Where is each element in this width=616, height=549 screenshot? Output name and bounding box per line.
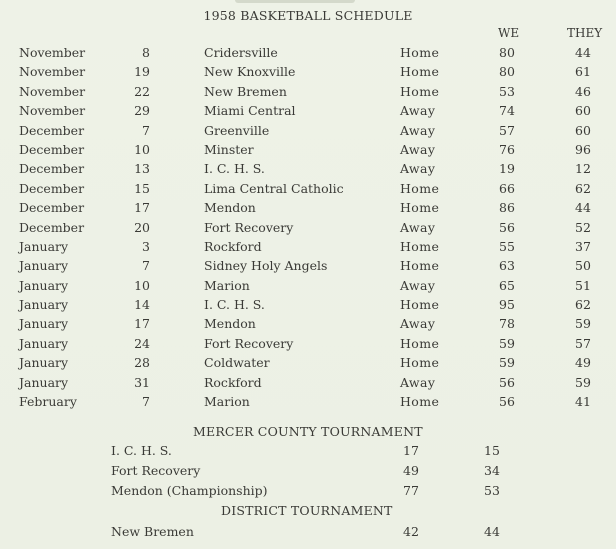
game-day: 8 [142, 45, 150, 60]
game-site: Home [400, 238, 440, 254]
tournament-row [0, 524, 616, 543]
game-day: 17 [134, 200, 150, 216]
schedule-row [0, 258, 616, 277]
game-month: January [19, 316, 69, 332]
score-they: 60 [575, 103, 591, 119]
game-opponent: Miami Central [204, 103, 296, 119]
score-they: 51 [575, 277, 591, 293]
schedule-row [0, 161, 616, 180]
score-we: 56 [499, 219, 515, 235]
game-day: 13 [134, 161, 150, 177]
score-they: 53 [484, 483, 500, 498]
game-month: January [19, 297, 69, 313]
game-opponent: Mendon [204, 200, 256, 216]
score-we: 42 [403, 524, 419, 539]
game-site: Away [400, 122, 436, 138]
score-they: 61 [575, 64, 591, 80]
game-opponent: Marion [204, 394, 250, 410]
score-we: 49 [403, 463, 419, 478]
score-we: 17 [403, 443, 419, 458]
tournament-row [0, 483, 616, 502]
schedule-row [0, 103, 616, 122]
score-they: 52 [575, 219, 591, 235]
game-day: 15 [134, 180, 150, 196]
game-day: 28 [134, 355, 150, 371]
game-day: 7 [142, 394, 150, 410]
game-day: 7 [142, 122, 150, 138]
game-day: 22 [134, 83, 150, 99]
tournament-opponent: New Bremen [111, 524, 194, 539]
game-site: Away [400, 316, 436, 332]
game-opponent: Fort Recovery [204, 219, 294, 235]
game-month: December [19, 200, 85, 216]
schedule-row [0, 123, 616, 142]
game-month: November [19, 103, 86, 119]
score-they: 44 [575, 45, 591, 60]
game-day: 14 [134, 297, 150, 313]
score-they: 57 [575, 335, 591, 351]
schedule-row [0, 278, 616, 297]
tournament-opponent: Mendon (Championship) [111, 483, 268, 498]
score-we: 95 [499, 297, 515, 313]
schedule-row [0, 336, 616, 355]
tournament-opponent: I. C. H. S. [111, 443, 172, 458]
district-tournament-heading: DISTRICT TOURNAMENT [221, 503, 393, 518]
game-site: Away [400, 374, 436, 390]
score-they: 62 [575, 297, 591, 313]
game-month: February [19, 394, 77, 410]
score-they: 41 [575, 394, 591, 410]
score-we: 80 [499, 64, 515, 80]
game-site: Home [400, 394, 440, 410]
game-month: January [19, 258, 69, 274]
game-day: 17 [134, 316, 150, 332]
score-they: 59 [575, 316, 591, 332]
schedule-row [0, 394, 616, 413]
game-opponent: I. C. H. S. [204, 297, 265, 313]
score-we: 19 [499, 161, 515, 177]
schedule-row [0, 375, 616, 394]
score-we: 53 [499, 83, 515, 99]
page-edge-shadow [235, 0, 355, 3]
schedule-row [0, 355, 616, 374]
score-we: 65 [499, 277, 515, 293]
score-they: 49 [575, 355, 591, 371]
game-opponent: Minster [204, 141, 254, 157]
game-site: Away [400, 219, 436, 235]
game-site: Away [400, 141, 436, 157]
mercer-county-tournament-heading: MERCER COUNTY TOURNAMENT [193, 424, 423, 439]
game-day: 24 [134, 335, 150, 351]
page-title: 1958 BASKETBALL SCHEDULE [203, 8, 413, 23]
game-day: 20 [134, 219, 150, 235]
game-opponent: New Knoxville [204, 64, 296, 80]
game-site: Home [400, 355, 440, 371]
game-month: December [19, 180, 85, 196]
score-they: 50 [575, 258, 591, 274]
score-they: 96 [575, 141, 591, 157]
game-day: 10 [134, 141, 150, 157]
schedule-row [0, 297, 616, 316]
schedule-row [0, 64, 616, 83]
score-we: 55 [499, 238, 515, 254]
game-month: November [19, 45, 86, 60]
game-opponent: Lima Central Catholic [204, 180, 344, 196]
score-we: 59 [499, 335, 515, 351]
game-site: Home [400, 200, 440, 216]
game-day: 3 [142, 238, 150, 254]
schedule-row [0, 239, 616, 258]
score-we: 76 [499, 141, 515, 157]
game-month: December [19, 219, 85, 235]
schedule-row [0, 316, 616, 335]
game-day: 19 [134, 64, 150, 80]
schedule-row [0, 200, 616, 219]
score-they: 60 [575, 122, 591, 138]
game-site: Home [400, 258, 440, 274]
game-site: Away [400, 161, 436, 177]
game-month: January [19, 374, 69, 390]
game-site: Away [400, 103, 436, 119]
game-month: December [19, 141, 85, 157]
game-site: Home [400, 45, 440, 60]
column-header-we: WE [498, 26, 520, 40]
tournament-row [0, 463, 616, 482]
game-opponent: Rockford [204, 374, 262, 390]
game-opponent: I. C. H. S. [204, 161, 265, 177]
score-we: 63 [499, 258, 515, 274]
game-month: January [19, 277, 69, 293]
game-month: January [19, 335, 69, 351]
game-opponent: Cridersville [204, 45, 278, 60]
score-they: 59 [575, 374, 591, 390]
score-they: 34 [484, 463, 500, 478]
game-month: January [19, 238, 69, 254]
game-opponent: Mendon [204, 316, 256, 332]
score-we: 57 [499, 122, 515, 138]
score-we: 56 [499, 394, 515, 410]
score-we: 77 [403, 483, 419, 498]
game-site: Home [400, 64, 440, 80]
score-they: 44 [575, 200, 591, 216]
score-we: 66 [499, 180, 515, 196]
game-opponent: New Bremen [204, 83, 287, 99]
game-opponent: Greenville [204, 122, 270, 138]
game-opponent: Sidney Holy Angels [204, 258, 328, 274]
game-opponent: Coldwater [204, 355, 270, 371]
schedule-row [0, 181, 616, 200]
score-they: 15 [484, 443, 500, 458]
game-month: January [19, 355, 69, 371]
game-site: Home [400, 335, 440, 351]
game-site: Home [400, 180, 440, 196]
game-day: 10 [134, 277, 150, 293]
score-we: 86 [499, 200, 515, 216]
game-site: Home [400, 297, 440, 313]
game-day: 29 [134, 103, 150, 119]
score-they: 12 [575, 161, 591, 177]
game-month: December [19, 161, 85, 177]
schedule-row [0, 45, 616, 64]
score-we: 74 [499, 103, 515, 119]
game-opponent: Fort Recovery [204, 335, 294, 351]
column-header-they: THEY [567, 26, 603, 40]
game-day: 7 [142, 258, 150, 274]
schedule-row [0, 220, 616, 239]
game-site: Home [400, 83, 440, 99]
game-site: Away [400, 277, 436, 293]
game-opponent: Rockford [204, 238, 262, 254]
score-we: 80 [499, 45, 515, 60]
game-opponent: Marion [204, 277, 250, 293]
schedule-row [0, 84, 616, 103]
game-month: November [19, 64, 86, 80]
score-they: 37 [575, 238, 591, 254]
game-day: 31 [134, 374, 150, 390]
tournament-opponent: Fort Recovery [111, 463, 201, 478]
score-they: 44 [484, 524, 500, 539]
tournament-row [0, 443, 616, 462]
game-month: December [19, 122, 85, 138]
score-they: 62 [575, 180, 591, 196]
score-they: 46 [575, 83, 591, 99]
game-month: November [19, 83, 86, 99]
score-we: 56 [499, 374, 515, 390]
regular-season-schedule [0, 45, 616, 413]
score-we: 59 [499, 355, 515, 371]
schedule-row [0, 142, 616, 161]
score-we: 78 [499, 316, 515, 332]
